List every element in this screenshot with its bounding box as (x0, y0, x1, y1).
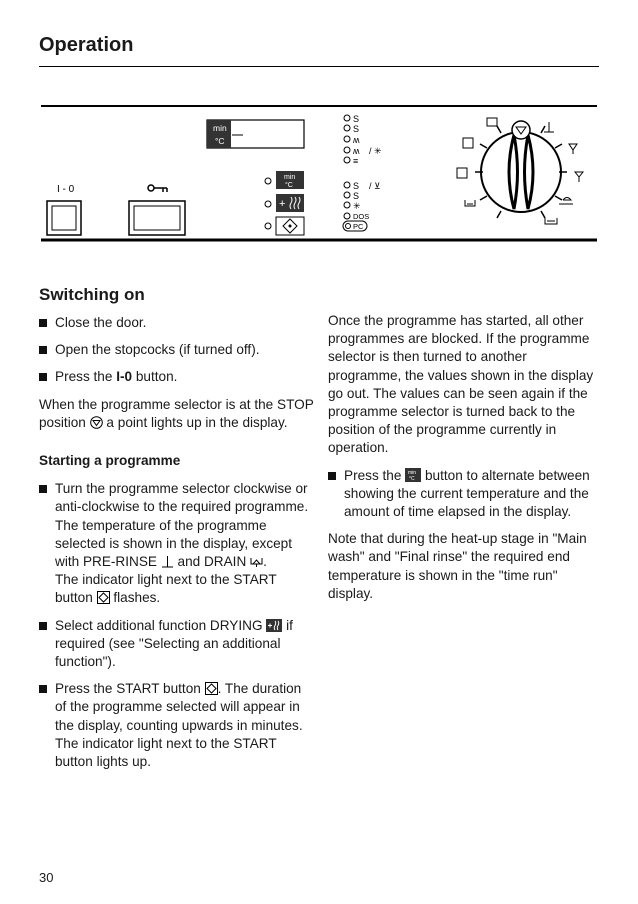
svg-text:✳: ✳ (353, 201, 361, 211)
list-item: Open the stopcocks (if turned off). (39, 341, 314, 359)
control-panel-illustration (39, 100, 599, 245)
list-item: Select additional function DRYING if required (see "Selecting an additional function"). (39, 617, 314, 672)
dos-label: DOS (353, 212, 370, 221)
drain-icon (250, 555, 263, 568)
start-icon (97, 591, 110, 604)
min-degc-button-bottom: °C (285, 182, 293, 189)
svg-text:min: min (408, 469, 417, 476)
drying-icon (266, 619, 282, 632)
page-number: 30 (39, 870, 54, 885)
page-title: Operation (39, 34, 134, 56)
list-item: Press the I-0 button. (39, 368, 314, 386)
svg-text:ʍ: ʍ (353, 146, 360, 156)
paragraph: Note that during the heat-up stage in "Main wash" and "Final rinse" the required end temperature is shown in the "time run" display. (328, 531, 587, 601)
list-item: Press the START button . The duration of the programme selected will appear in the display, counting upwards in minutes. The indicator light next to the START button lights up. (39, 680, 314, 771)
svg-text:°C: °C (409, 475, 415, 482)
title-rule (39, 66, 599, 67)
paragraph: Once the programme has started, all other programmes are blocked. If the programme selector is then turned to another programme, the values shown in the display go out. The values can be seen again if the programme selector is turned back to the position of the programme currently in operation. (328, 313, 594, 456)
pre-rinse-icon (161, 555, 174, 568)
svg-text:S: S (353, 191, 360, 201)
sub-heading: Starting a programme (39, 453, 181, 469)
paragraph: When the programme selector is at the STOP position a point lights up in the display. (39, 396, 314, 430)
pc-label: PC (353, 222, 364, 231)
svg-text:ʍ: ʍ (353, 135, 360, 145)
list-item: Press the min °C button to alternate between showing the current temperature and the amount of time elapsed in the display. (328, 467, 601, 522)
drying-button-label: + (279, 198, 286, 210)
right-column (328, 312, 601, 603)
list-item: Close the door. (39, 314, 314, 332)
min-degc-icon (405, 468, 421, 482)
svg-text:S: S (353, 124, 360, 134)
display-min-label: min (213, 123, 227, 133)
key-icon (148, 185, 167, 192)
svg-text:S: S (353, 181, 360, 191)
left-column (39, 314, 314, 771)
section-heading: Switching on (39, 285, 145, 304)
svg-text:≡: ≡ (353, 156, 359, 166)
start-icon (205, 682, 218, 695)
svg-text:/ ✳: / ✳ (369, 146, 382, 156)
onoff-label: I - 0 (57, 184, 75, 195)
list-item: Turn the programme selector clockwise or anti-clockwise to the required programme. The temperature of the programme selected is shown in the display, except with PRE-RINSE and DRAIN . The indicator light next to the START button flashes. (39, 480, 314, 607)
svg-text:/ ⊻: / ⊻ (369, 181, 381, 191)
display-degc-label: °C (215, 136, 225, 146)
svg-text:S: S (353, 114, 360, 124)
min-degc-button-top: min (284, 174, 296, 181)
stop-icon (90, 416, 103, 429)
programme-selector-dial (457, 118, 583, 224)
